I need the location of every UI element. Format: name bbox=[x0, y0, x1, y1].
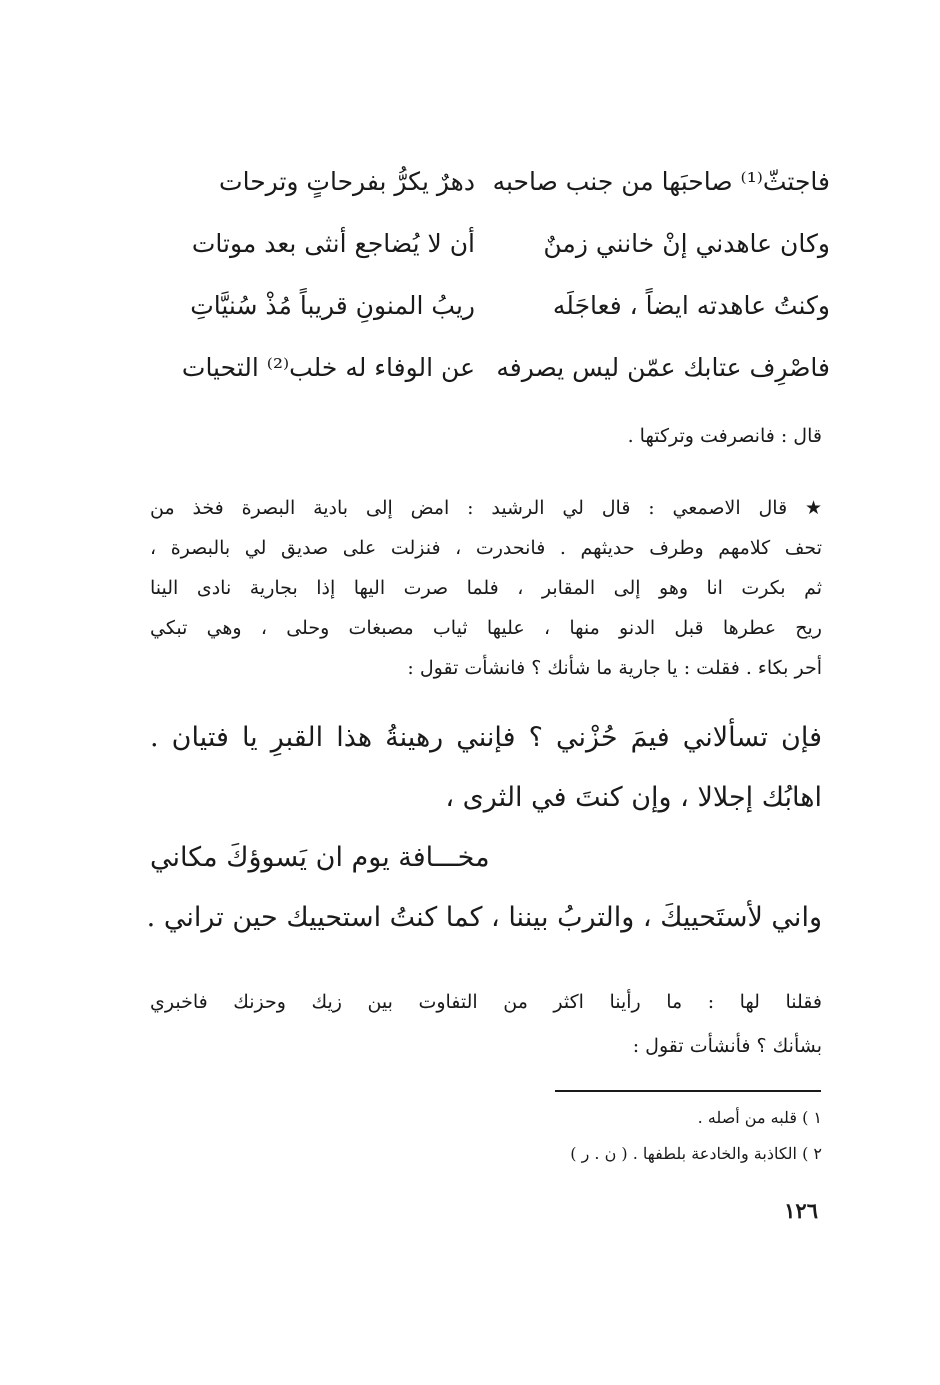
narration-line: قال : فانصرفت وتركتها . bbox=[627, 425, 822, 447]
prose-paragraph-2 bbox=[150, 980, 822, 1068]
couplet bbox=[150, 212, 830, 274]
prose-line: ★ قال الاصمعي : قال لي الرشيد : امض إلى بادية البصرة فخذ من bbox=[150, 497, 822, 519]
hemistich-first: وكان عاهدني إنْ خانني زمنٌ bbox=[543, 228, 830, 258]
hemistich-first: وكنتُ عاهدته ايضاً ، فعاجَلَه bbox=[552, 290, 830, 320]
hemistich-first: فاصْرِف عتابك عمّن ليس يصرفه bbox=[496, 352, 830, 382]
prose-line: ريح عطرها قبل الدنو منها ، عليها ثياب مصبغات وحلى ، وهي تبكي bbox=[150, 617, 822, 639]
hemistich-second: أن لا يُضاجع أنثى بعد موتات bbox=[191, 228, 475, 258]
page-number: ١٢٦ bbox=[784, 1198, 818, 1223]
verse-line: واني لأستَحييكَ ، والتربُ بيننا ، كما كنتُ استحييك حين تراني . bbox=[146, 902, 822, 933]
verse-line: اهابُك إجلالا ، وإن كنتَ في الثرى ، bbox=[445, 782, 822, 813]
couplet bbox=[150, 274, 830, 336]
hemistich-second: عن الوفاء له خلب⁽²⁾ التحيات bbox=[181, 352, 475, 382]
poem-couplets bbox=[150, 150, 830, 398]
hemistich-second: ريبُ المنونِ قريباً مُذْ سُنيَّاتِ bbox=[190, 290, 475, 320]
prose-line: أحر بكاء . فقلت : يا جارية ما شأنك ؟ فانشأت تقول : bbox=[407, 657, 822, 679]
footnote-divider bbox=[555, 1090, 821, 1092]
hemistich-first: فاجتثّ⁽¹⁾ صاحبَها من جنب صاحبه bbox=[492, 166, 830, 196]
verse-line: فإن تسألاني فيمَ حُزْني ؟ فإنني رهينةُ هذا القبرِ يا فتيان . bbox=[150, 722, 822, 753]
prose-line: بشأنك ؟ فأنشأت تقول : bbox=[632, 1035, 822, 1057]
footnotes bbox=[570, 1100, 822, 1172]
hemistich-second: دهرٌ يكرُّ بفرحاتٍ وترحات bbox=[219, 166, 475, 196]
couplet bbox=[150, 336, 830, 398]
prose-line: ثم بكرت انا وهو إلى المقابر ، فلما صرت اليها إذا بجارية نادى الينا bbox=[150, 577, 822, 599]
footnote: ١ ) قلبه من أصله . bbox=[697, 1108, 822, 1127]
prose-line: تحف كلامهم وطرف حديثهم . فانحدرت ، فنزلت على صديق لي بالبصرة ، bbox=[150, 537, 822, 559]
verse-line: مخـــافة يوم ان يَسوؤكَ مكاني bbox=[150, 842, 490, 873]
prose-paragraph bbox=[150, 488, 822, 688]
prose-line: فقلنا لها : ما رأينا اكثر من التفاوت بين زيك وحزنك فاخبري bbox=[150, 991, 822, 1013]
couplet bbox=[150, 150, 830, 212]
footnote: ٢ ) الكاذبة والخادعة بلطفها . ( ن . ر ) bbox=[570, 1144, 822, 1163]
